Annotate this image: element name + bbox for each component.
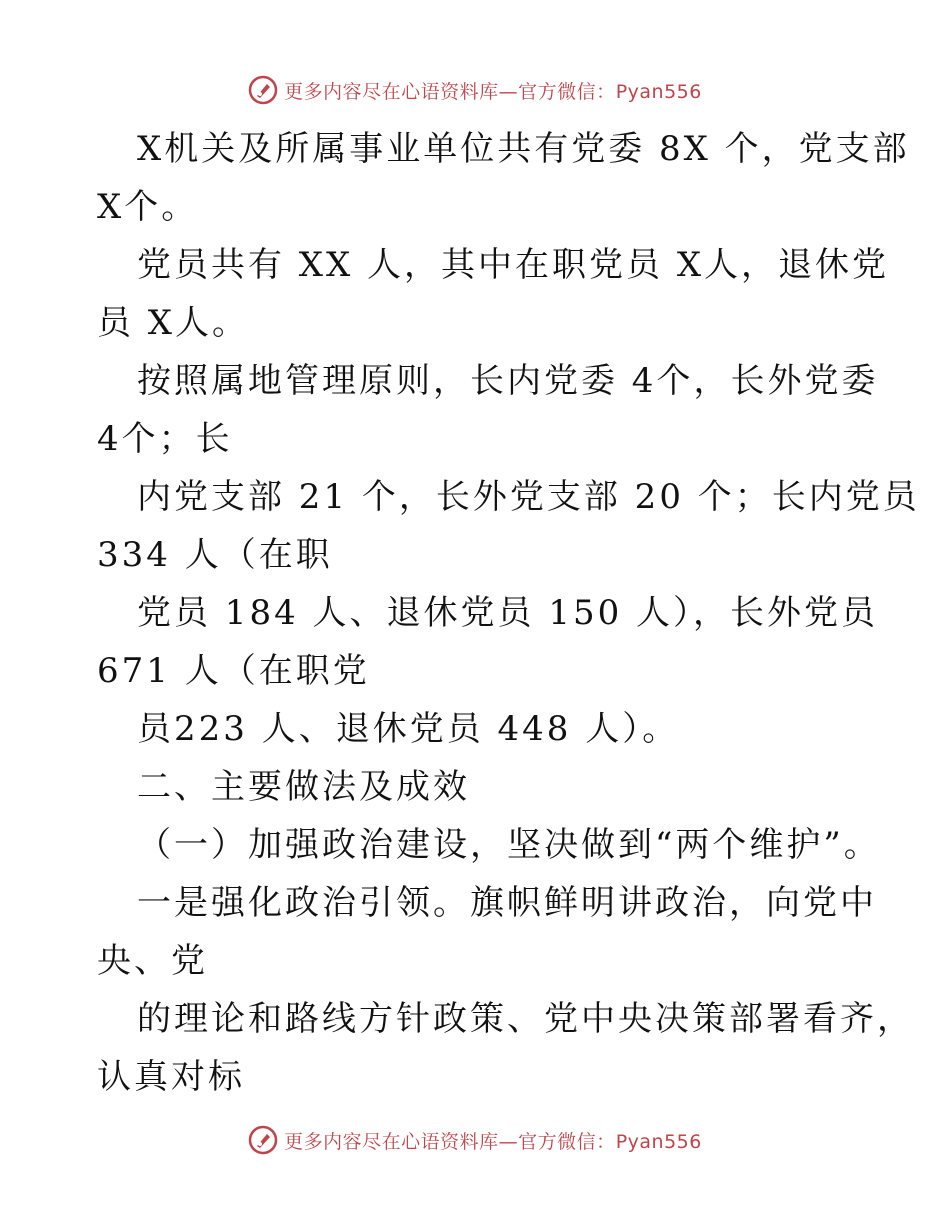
text-line: X机关及所属事业单位共有党委 8X 个，党支部: [137, 129, 910, 169]
watermark-brand: 更多内容尽在心语资料库: [284, 1130, 499, 1153]
footer-watermark: [0, 1120, 950, 1160]
subsection-heading: （一）加强政治建设，坚决做到“两个维护”。: [137, 825, 881, 865]
watermark-separator: —: [498, 1130, 519, 1153]
text-line: 671 人（在职党: [97, 651, 370, 691]
text-line: 党员 184 人、退休党员 150 人），长外党员: [137, 593, 879, 633]
watermark-wechat-label: 官方微信：: [518, 1130, 616, 1153]
text-line: 334 人（在职: [97, 535, 333, 575]
section-heading: 二、主要做法及成效: [137, 767, 470, 807]
watermark-separator: —: [498, 80, 519, 103]
text-line: X个。: [97, 187, 199, 227]
text-line: 央、党: [97, 941, 208, 981]
text-line: 的理论和路线方针政策、党中央决策部署看齐，: [137, 999, 914, 1039]
watermark-brand: 更多内容尽在心语资料库: [284, 80, 499, 103]
text-line: 一是强化政治引领。旗帜鲜明讲政治，向党中: [137, 883, 877, 923]
watermark-text: [284, 1127, 702, 1154]
text-line: 员 X人。: [97, 303, 250, 343]
text-line: 员223 人、退休党员 448 人）。: [137, 709, 680, 749]
text-line: 认真对标: [97, 1057, 245, 1097]
header-watermark: [0, 70, 950, 110]
text-line: 按照属地管理原则，长内党委 4个，长外党委: [137, 361, 879, 401]
text-line: 党员共有 XX 人，其中在职党员 X人，退休党: [137, 245, 890, 285]
watermark-text: [284, 77, 702, 104]
pen-nib-circle-icon: [248, 1125, 278, 1155]
watermark-account: Pyan556: [615, 80, 702, 103]
text-line: 内党支部 21 个，长外党支部 20 个；长内党员: [137, 477, 920, 517]
watermark-wechat-label: 官方微信：: [518, 80, 616, 103]
text-line: 4个；长: [97, 419, 233, 459]
watermark-account: Pyan556: [615, 1130, 702, 1153]
document-body: [97, 120, 920, 1106]
pen-nib-circle-icon: [248, 75, 278, 105]
